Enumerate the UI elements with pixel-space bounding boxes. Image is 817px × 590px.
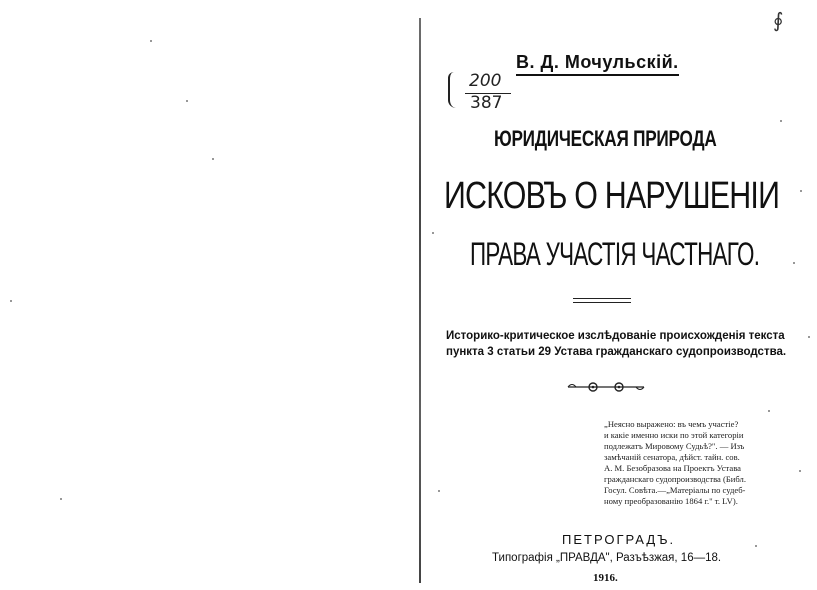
- scan-speck: [60, 498, 62, 500]
- scan-speck: [150, 40, 152, 42]
- scan-speck: [10, 300, 12, 302]
- imprint-city: ПЕТРОГРАДЪ.: [562, 532, 676, 547]
- scan-speck: [793, 262, 795, 264]
- epigraph-line: подлежатъ Мировому Судьѣ?". — Изъ: [604, 441, 745, 451]
- scan-speck: [432, 232, 434, 234]
- scan-speck: [768, 410, 770, 412]
- scan-speck: [800, 190, 802, 192]
- epigraph-line: Госул. Совѣта.—„Матеріалы по судеб-: [604, 485, 746, 495]
- scan-speck: [438, 490, 440, 492]
- scan-speck: [808, 336, 810, 338]
- author-name: В. Д. Мочульскій.: [516, 52, 679, 76]
- scan-speck: [186, 100, 188, 102]
- epigraph: [604, 419, 772, 507]
- imprint-printer: Типографія „ПРАВДА", Разъѣзжая, 16—18.: [492, 552, 722, 564]
- title-line-1: ЮРИДИЧЕСКАЯ ПРИРОДА: [494, 126, 717, 151]
- epigraph-line: А. М. Безобразова на Проектъ Устава: [604, 463, 741, 473]
- epigraph-line: ному преобразованію 1864 г." т. LV).: [604, 496, 738, 506]
- epigraph-line: замѣчаній сенатора, дѣйст. тайн. сов.: [604, 452, 740, 462]
- scan-speck: [212, 158, 214, 160]
- title-divider-rule: [573, 298, 631, 303]
- subtitle-line-1: Историко-критическое изслѣдованіе происхожденія текста: [446, 330, 785, 342]
- subtitle: [446, 328, 787, 360]
- ornament-divider: [566, 376, 646, 398]
- shelfmark-bottom: 387: [470, 93, 503, 113]
- scan-speck: [780, 120, 782, 122]
- subtitle-line-2: пункта 3 статьи 29 Устава гражданскаго судопроизводства.: [446, 346, 787, 358]
- book-spine: [419, 18, 421, 583]
- title-line-2: ИСКОВЪ О НАРУШЕНІИ: [444, 175, 780, 217]
- shelfmark-top: 200: [469, 71, 502, 91]
- epigraph-line: „Неясно выражено: въ чемъ участіе?: [604, 419, 739, 429]
- epigraph-line: гражданскаго судопроизводства (Библ.: [604, 474, 746, 484]
- imprint-year: 1916.: [593, 572, 618, 584]
- corner-handwritten-mark: ∮: [773, 8, 784, 32]
- epigraph-line: и какіе именно иски по этой категоріи: [604, 430, 744, 440]
- title-line-3: ПРАВА УЧАСТІЯ ЧАСТНАГО.: [470, 236, 760, 272]
- scan-speck: [755, 545, 757, 547]
- scan-speck: [799, 470, 801, 472]
- shelfmark-bracket: [448, 72, 458, 108]
